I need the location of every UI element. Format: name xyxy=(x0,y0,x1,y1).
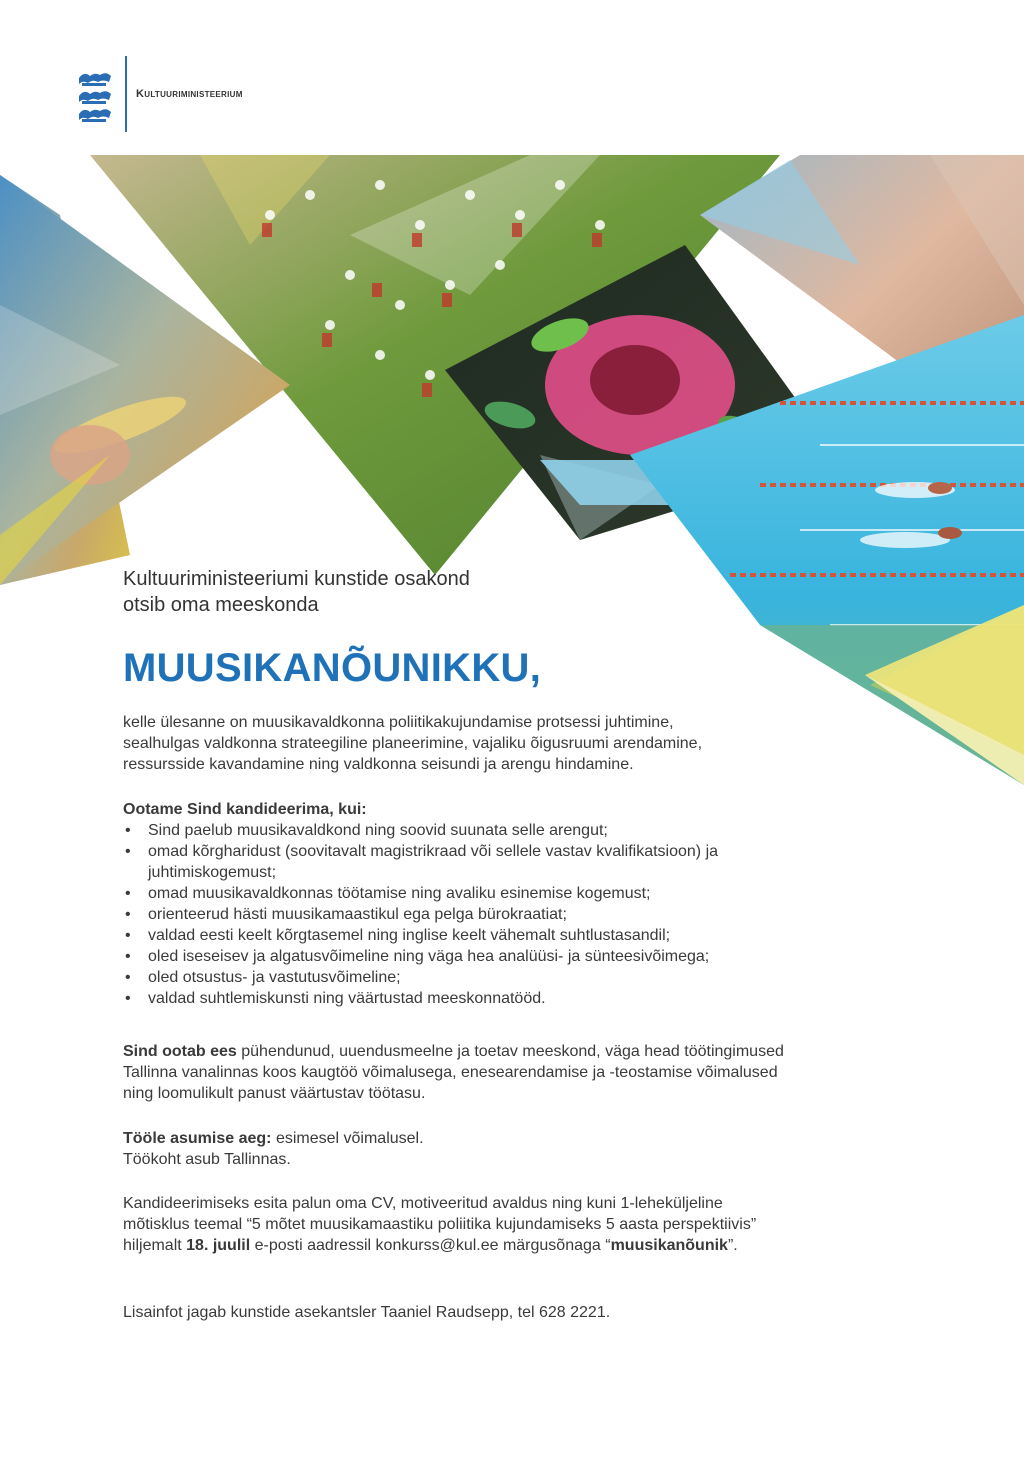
requirements-list xyxy=(123,820,843,1009)
list-item: • omad muusikavaldkonnas töötamise ning avaliku esinemise kogemust; xyxy=(123,883,843,904)
apply-line-3-end: ”. xyxy=(727,1237,738,1254)
location-text: Töökoht asub Tallinnas. xyxy=(123,1151,291,1168)
list-item: • omad kõrgharidust (soovitavalt magistrikraad või sellele vastav kvalifikatsioon) ja juhtimiskogemust; xyxy=(123,841,843,883)
logo-divider xyxy=(125,56,127,132)
apply-line-3-mid: e-posti aadressil konkurss@kul.ee märgusõnaga “ xyxy=(250,1237,611,1254)
apply-line-3-pre: hiljemalt xyxy=(123,1237,187,1254)
deadline: 18. juulil xyxy=(186,1237,251,1254)
apply-line-2: mõtisklus teemal “5 mõtet muusikamaastiku poliitika kujundamiseks 5 aasta perspektiivis” xyxy=(123,1216,757,1233)
apply-line-1: Kandideerimiseks esita palun oma CV, motiveeritud avaldus ning kuni 1-leheküljeline xyxy=(123,1195,723,1212)
list-item: • valdad eesti keelt kõrgtasemel ning inglise keelt vähemalt suhtlustasandil; xyxy=(123,925,843,946)
desc-line-2: sealhulgas valdkonna strateegiline planeerimine, vajaliku õigusruumi arendamine, xyxy=(123,735,703,752)
list-item: • Sind paelub muusikavaldkond ning soovid suunata selle arengut; xyxy=(123,820,843,841)
job-posting xyxy=(123,566,893,1321)
start-bold: Tööle asumise aeg: xyxy=(123,1130,272,1147)
offer-paragraph xyxy=(123,1041,883,1104)
contact-info: Lisainfot jagab kunstide asekantsler Taaniel Raudsepp, tel 628 2221. xyxy=(123,1304,611,1321)
offer-line-2: Tallinna vanalinnas koos kaugtöö võimalusega, enesearendamise ja -teostamise võimalused xyxy=(123,1064,778,1081)
list-item: • orienteerud hästi muusikamaastikul ega pelga bürokraatiat; xyxy=(123,904,843,925)
offer-line-3: ning loomulikult panust väärtustav töötasu. xyxy=(123,1085,426,1102)
intro-line-2: otsib oma meeskonda xyxy=(123,594,319,616)
requirements-section xyxy=(123,799,843,1009)
keyword: muusikanõunik xyxy=(610,1237,728,1254)
desc-line-1: kelle ülesanne on muusikavaldkonna poliitikakujundamise protsessi juhtimine, xyxy=(123,714,674,731)
start-paragraph xyxy=(123,1128,424,1170)
list-item: • oled iseseisev ja algatusvõimeline ning väga hea analüüsi- ja sünteesivõimega; xyxy=(123,946,843,967)
coat-of-arms-icon xyxy=(76,68,114,124)
intro-line-1: Kultuuriministeeriumi kunstide osakond xyxy=(123,568,470,590)
list-item: • oled otsustus- ja vastutusvõimeline; xyxy=(123,967,843,988)
list-item: • valdad suhtlemiskunsti ning väärtustad meeskonnatööd. xyxy=(123,988,843,1009)
intro-text xyxy=(123,566,893,618)
start-text: esimesel võimalusel. xyxy=(271,1130,424,1147)
job-title: MUUSIKANÕUNIKKU, xyxy=(123,646,542,690)
requirements-title: Ootame Sind kandideerima, kui: xyxy=(123,801,367,818)
apply-paragraph xyxy=(123,1193,893,1256)
offer-line-1: pühendunud, uuendusmeelne ja toetav meeskond, väga head töötingimused xyxy=(236,1043,784,1060)
job-description xyxy=(123,712,823,775)
org-name: Kultuuriministeerium xyxy=(136,88,243,100)
offer-bold: Sind ootab ees xyxy=(123,1043,237,1060)
desc-line-3: ressursside kavandamine ning valdkonna seisundi ja arengu hindamine. xyxy=(123,756,634,773)
